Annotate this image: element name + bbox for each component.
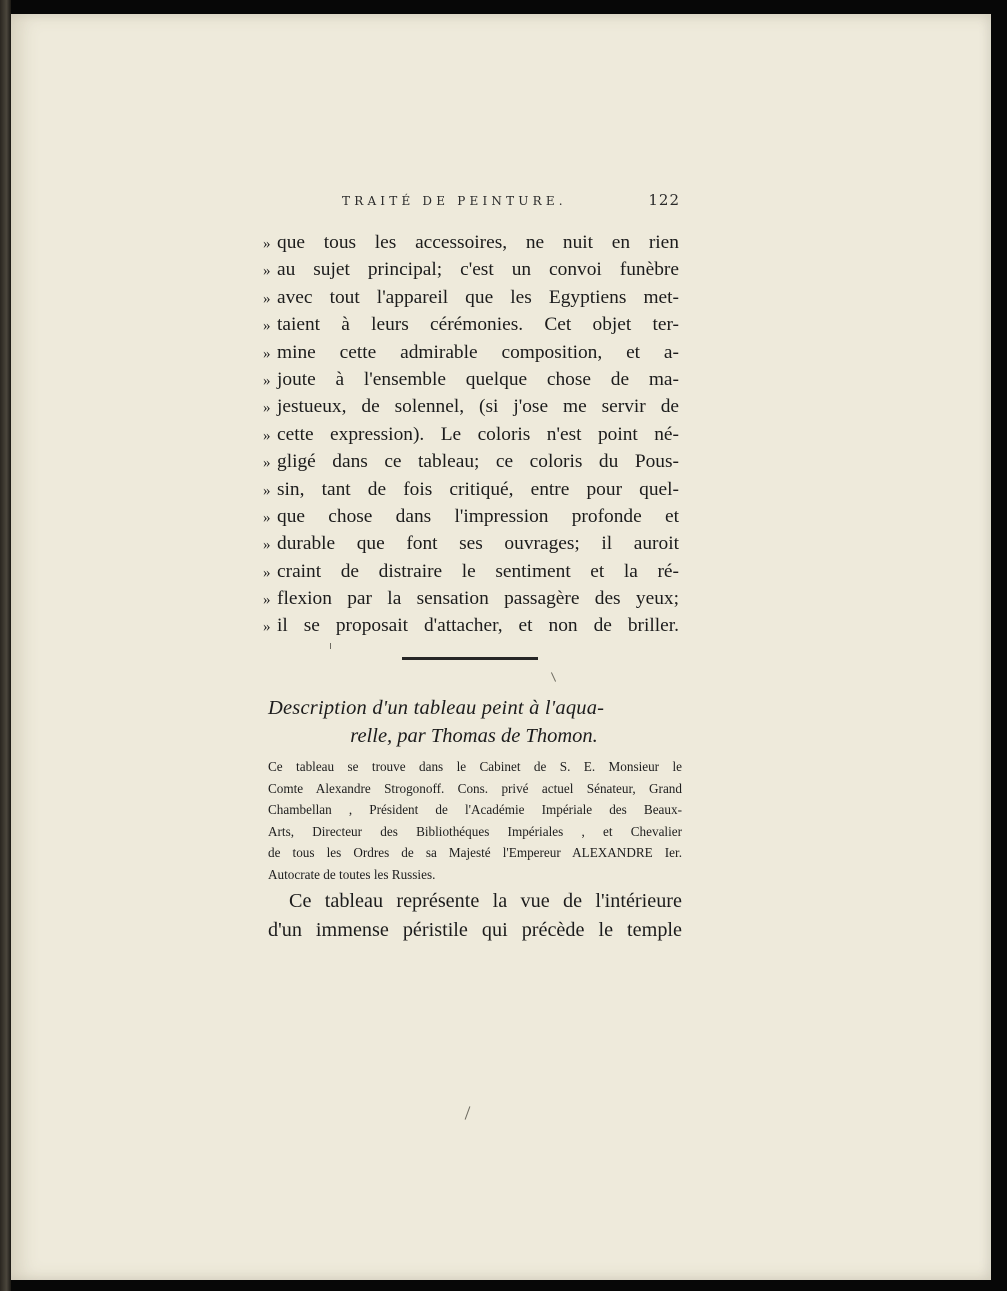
line-text: il se proposait d'attacher, et non de briller. — [277, 615, 679, 637]
quote-mark: » — [263, 455, 271, 472]
quote-mark: » — [263, 537, 271, 554]
line-text: craint de distraire le sentiment et la ré- — [277, 560, 679, 582]
text-line — [263, 393, 679, 420]
paragraph-line: d'un immense péristile qui précède le temple — [268, 919, 682, 941]
line-text: mine cette admirable composition, et a- — [277, 341, 679, 363]
quote-mark: » — [263, 400, 271, 417]
quote-mark: » — [263, 619, 271, 636]
quote-mark: » — [263, 263, 271, 280]
quote-mark: » — [263, 482, 271, 499]
running-title: TRAITÉ DE PEINTURE. — [342, 194, 567, 208]
text-line — [263, 558, 679, 585]
description-paragraph — [268, 887, 682, 945]
note-line: de tous les Ordres de sa Majesté l'Empereur ALEXANDRE Ier. — [268, 845, 682, 861]
section-divider-rule — [402, 657, 538, 660]
section-heading-line-2: relle, par Thomas de Thomon. — [350, 725, 598, 747]
paper-blemish — [330, 643, 331, 649]
line-text: au sujet principal; c'est un convoi funèbre — [277, 259, 679, 281]
line-text: joute à l'ensemble quelque chose de ma- — [277, 368, 679, 390]
text-line — [263, 448, 679, 475]
note-line: Arts, Directeur des Bibliothéques Impériales , et Chevalier — [268, 823, 682, 839]
quote-mark: » — [263, 236, 271, 252]
text-line — [263, 284, 679, 311]
note-line: Chambellan , Président de l'Académie Impériale des Beaux- — [268, 802, 682, 818]
quote-mark: » — [263, 592, 271, 609]
quote-mark: » — [263, 509, 271, 526]
line-text: taient à leurs cérémonies. Cet objet ter- — [277, 314, 679, 336]
line-text: durable que font ses ouvrages; il auroit — [277, 533, 679, 555]
text-line — [263, 421, 679, 448]
text-line — [263, 612, 679, 639]
text-line — [263, 366, 679, 393]
line-text: jestueux, de solennel, (si j'ose me servir de — [277, 396, 679, 418]
text-line — [263, 585, 679, 612]
line-text: cette expression). Le coloris n'est point né- — [277, 423, 679, 445]
quote-mark: » — [263, 290, 271, 307]
quote-mark: » — [263, 372, 271, 389]
line-text: flexion par la sensation passagère des yeux; — [277, 588, 679, 610]
section-heading-line-1: Description d'un tableau peint à l'aqua- — [268, 697, 605, 719]
note-line: Comte Alexandre Strogonoff. Cons. privé actuel Sénateur, Grand — [268, 780, 682, 796]
section-heading — [268, 694, 680, 750]
text-line — [263, 256, 679, 283]
line-text: sin, tant de fois critiqué, entre pour quel- — [277, 478, 679, 500]
text-line — [263, 339, 679, 366]
quoted-body-text — [263, 229, 679, 640]
line-text: que chose dans l'impression profonde et — [277, 505, 679, 527]
provenance-note — [268, 756, 682, 886]
quote-mark: » — [263, 564, 271, 581]
text-line — [263, 530, 679, 557]
text-line — [263, 229, 679, 256]
running-head — [342, 191, 682, 211]
line-text: que tous les accessoires, ne nuit en rien — [277, 232, 679, 253]
note-line: Ce tableau se trouve dans le Cabinet de S. E. Monsieur le — [268, 759, 682, 774]
text-line — [263, 503, 679, 530]
text-line — [263, 311, 679, 338]
quote-mark: » — [263, 345, 271, 362]
line-text: gligé dans ce tableau; ce coloris du Pous- — [277, 451, 679, 473]
previous-page-edge — [0, 0, 11, 1291]
quote-mark: » — [263, 318, 271, 335]
page-number: 122 — [648, 191, 680, 209]
text-line — [263, 476, 679, 503]
line-text: avec tout l'appareil que les Egyptiens met- — [277, 286, 679, 308]
paragraph-line: Ce tableau représente la vue de l'intérieure — [289, 890, 682, 912]
quote-mark: » — [263, 427, 271, 444]
note-line-last: Autocrate de toutes les Russies. — [268, 866, 436, 882]
